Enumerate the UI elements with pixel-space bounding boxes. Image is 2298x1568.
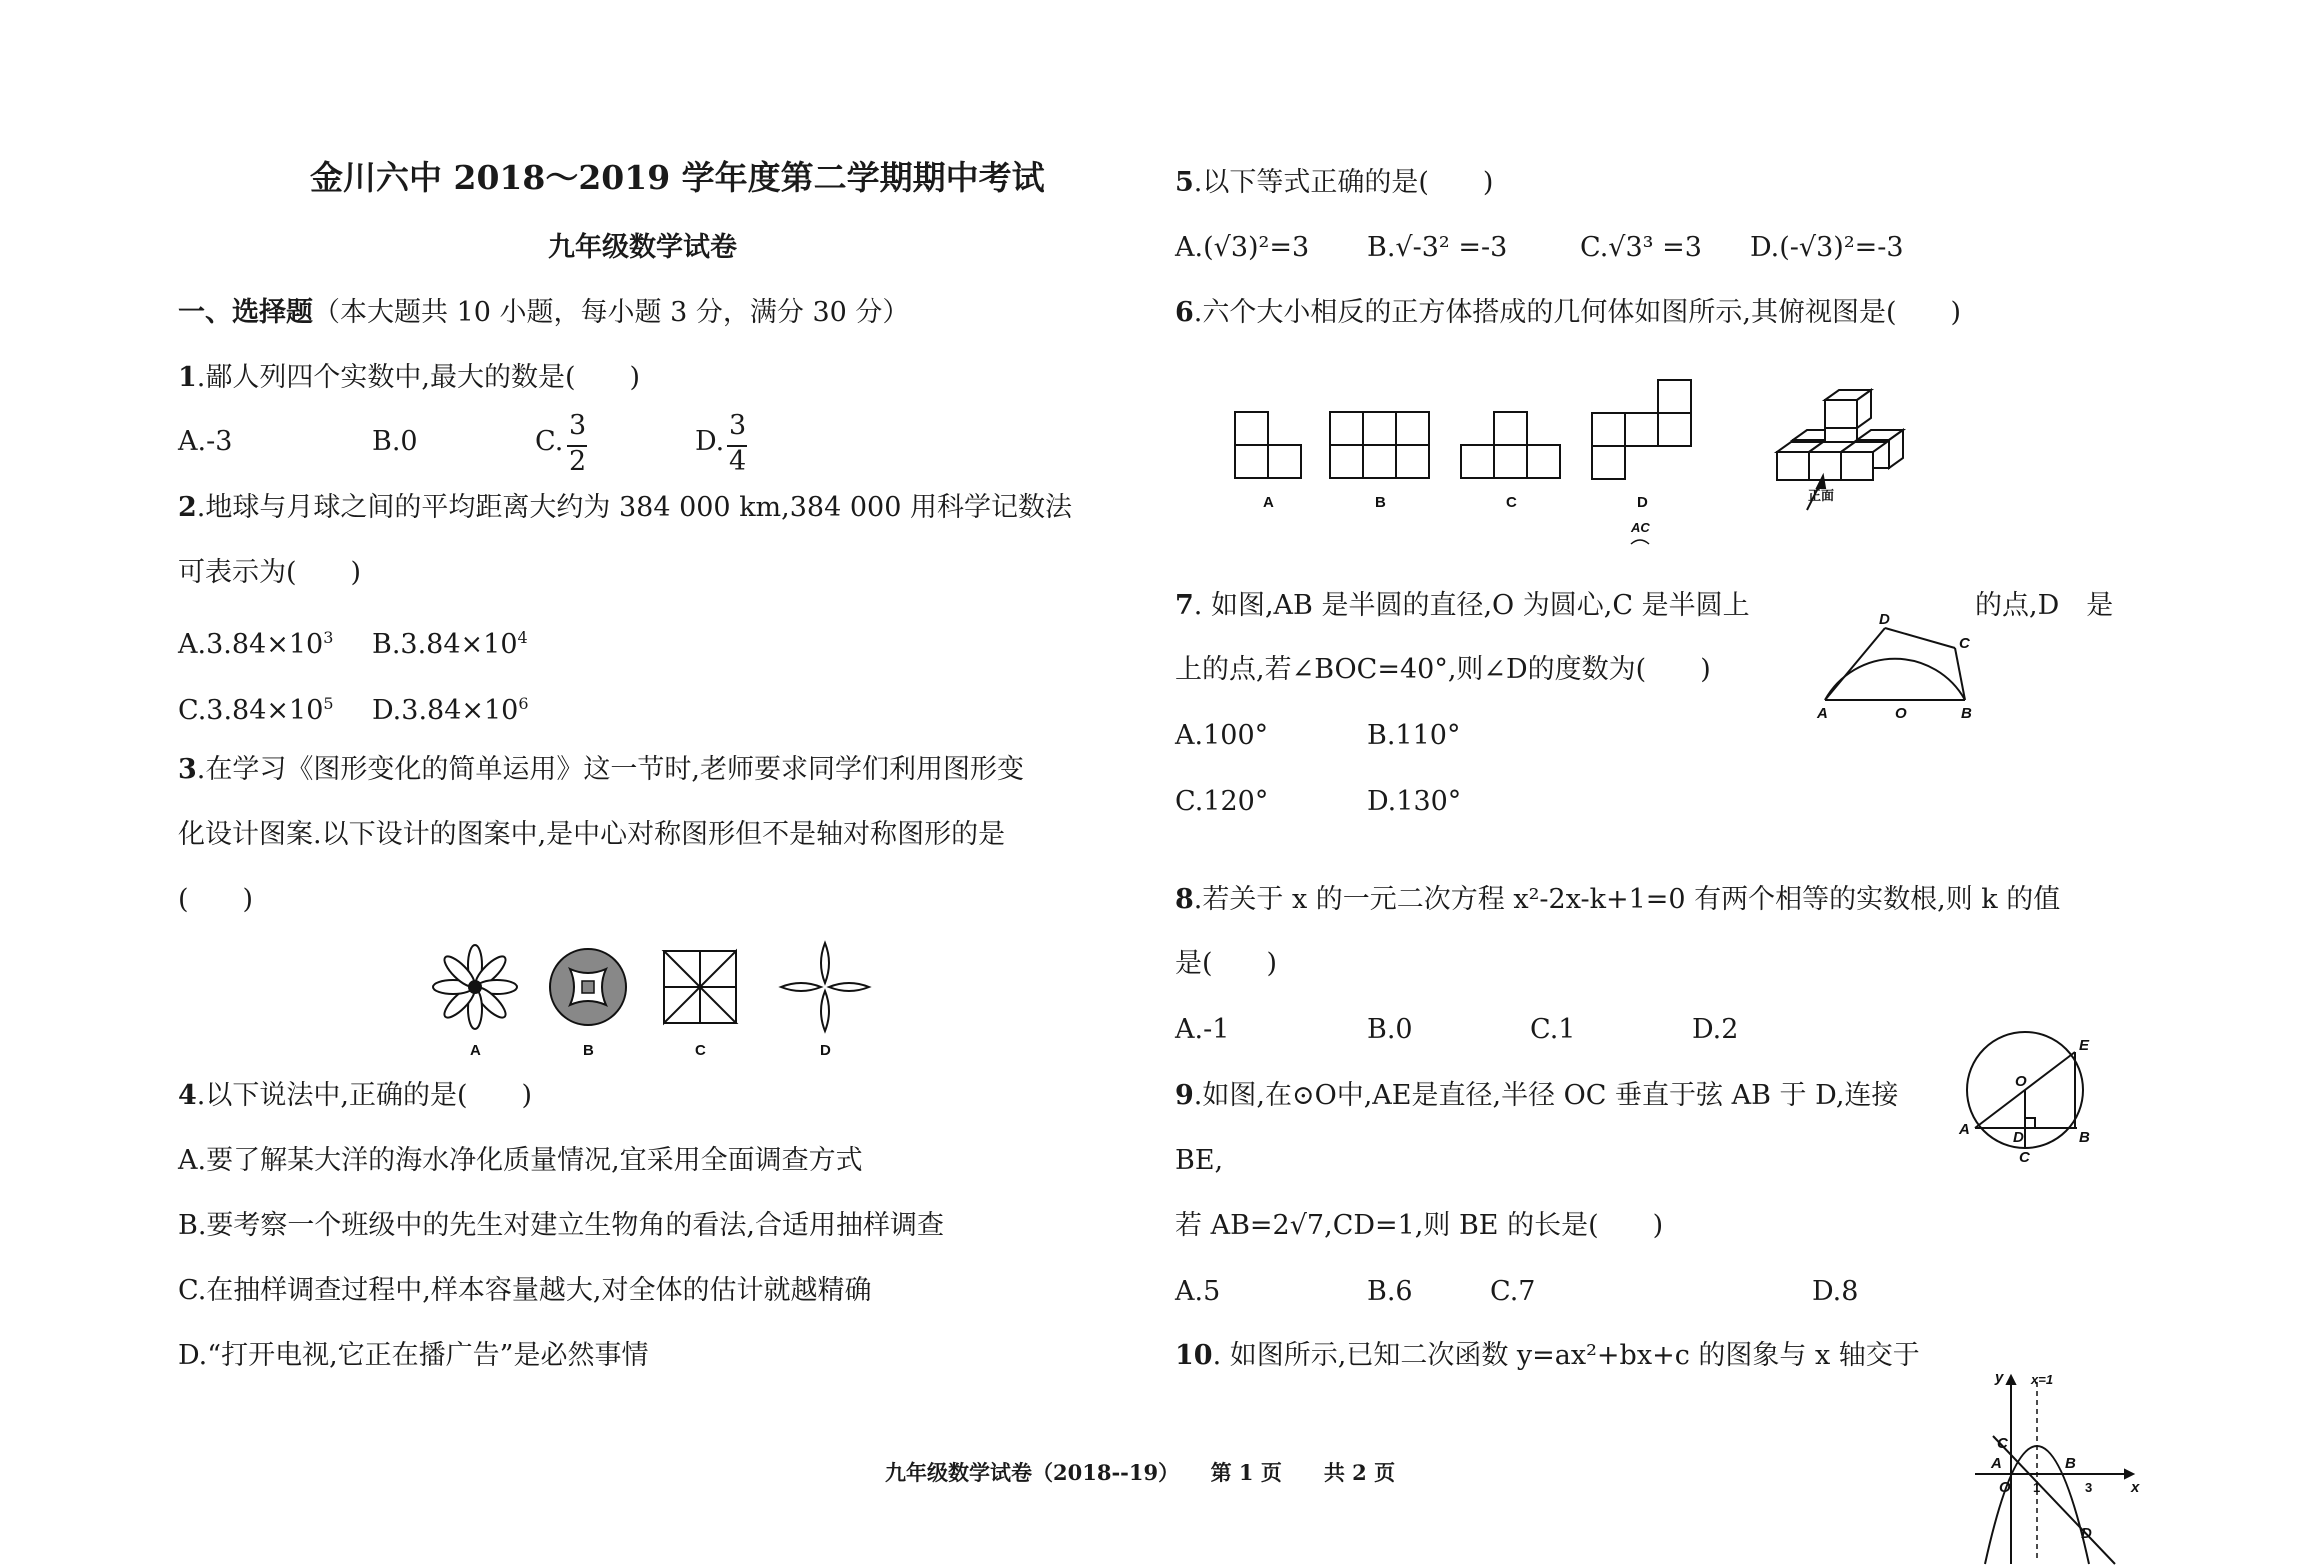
exponent: 4 <box>517 628 528 647</box>
question-8-line2: 是( ) <box>1175 948 1278 979</box>
question-number: 3 <box>178 754 197 785</box>
question-text: . 如图所示,已知二次函数 y=ax²+bx+c 的图象与 x 轴交于 <box>1212 1340 1920 1371</box>
question-9-line2: BE, <box>1175 1145 1224 1176</box>
q7-option-b: B.110° <box>1367 720 1461 751</box>
question-text: .以下等式正确的是( ) <box>1193 167 1494 198</box>
point-d: D <box>1879 611 1890 628</box>
section-heading-label: 一、选择题 <box>178 297 313 328</box>
pattern-label-a: A <box>470 1042 481 1059</box>
question-2 <box>178 490 1072 526</box>
arc-symbol <box>1631 540 1649 544</box>
point-c: C <box>1959 635 1970 652</box>
point-d: D <box>2081 1525 2092 1542</box>
origin-o: O <box>1999 1479 2011 1496</box>
q4-option-c: C.在抽样调查过程中,样本容量越大,对全体的估计就越精确 <box>178 1275 872 1306</box>
q9-option-a: A.5 <box>1175 1276 1221 1307</box>
q3-figures <box>430 940 890 1060</box>
question-2-line2: 可表示为( ) <box>178 557 362 588</box>
point-b: B <box>2079 1129 2090 1146</box>
question-number: 2 <box>178 492 197 523</box>
q5-option-b: B.√-3² =-3 <box>1367 232 1508 263</box>
q4-option-a: A.要了解某大洋的海水净化质量情况,宜采用全面调查方式 <box>178 1145 863 1176</box>
q1-option-a: A.-3 <box>178 426 233 457</box>
question-number: 4 <box>178 1080 197 1111</box>
question-number: 10 <box>1175 1340 1213 1371</box>
point-c: C <box>1997 1435 2008 1452</box>
q10-parabola-svg <box>1965 1368 2145 1564</box>
question-number: 1 <box>178 362 197 393</box>
option-label: D. <box>695 426 725 457</box>
option-label: C. <box>535 426 564 457</box>
exponent: 5 <box>323 694 334 713</box>
question-3 <box>178 752 1024 788</box>
page-subtitle: 九年级数学试卷 <box>548 232 737 263</box>
question-text: .若关于 x 的一元二次方程 x²-2x-k+1=0 有两个相等的实数根,则 k 的值 <box>1193 884 2061 915</box>
option-text: B.3.84×10 <box>372 629 518 660</box>
q5-option-a: A.(√3)²=3 <box>1175 232 1310 263</box>
solid-3d <box>1777 390 1903 480</box>
question-number: 9 <box>1175 1080 1194 1111</box>
point-a: A <box>1991 1455 2002 1472</box>
q9-option-c: C.7 <box>1490 1276 1536 1307</box>
question-7 <box>1175 588 1750 624</box>
option-text: D.3.84×10 <box>372 695 519 726</box>
page-title: 金川六中 2018～2019 学年度第二学期期中考试 <box>310 158 1045 197</box>
q2-option-d <box>372 686 529 729</box>
question-9-line3: 若 AB=2√7,CD=1,则 BE 的长是( ) <box>1175 1210 1664 1241</box>
view-label-b: B <box>1375 494 1386 511</box>
q7-semicircle-svg <box>1815 612 1995 722</box>
fraction-denominator: 4 <box>729 446 747 477</box>
question-7-line2: 上的点,若∠BOC=40°,则∠D的度数为( ) <box>1175 654 1711 685</box>
front-label: 正面 <box>1808 488 1835 503</box>
q4-option-d: D.“打开电视,它正在播广告”是必然事情 <box>178 1340 649 1371</box>
exponent: 6 <box>518 694 529 713</box>
q9-option-d: D.8 <box>1812 1276 1859 1307</box>
question-8 <box>1175 882 2060 918</box>
axis-y-label: y <box>1995 1369 2004 1386</box>
view-b <box>1330 412 1429 478</box>
q6-figures <box>1225 372 1925 552</box>
q8-option-d: D.2 <box>1692 1014 1739 1045</box>
fraction-numerator: 3 <box>729 410 747 441</box>
q2-option-b <box>372 620 528 663</box>
fraction-denominator: 2 <box>569 446 587 477</box>
q8-option-a: A.-1 <box>1175 1014 1230 1045</box>
q3-patterns-svg <box>430 940 890 1060</box>
q8-option-b: B.0 <box>1367 1014 1413 1045</box>
q9-circle-svg <box>1955 1030 2105 1165</box>
question-text: .在学习《图形变化的简单运用》这一节时,老师要求同学们利用图形变 <box>196 754 1024 785</box>
question-6 <box>1175 295 1961 331</box>
question-number: 8 <box>1175 884 1194 915</box>
view-a <box>1235 412 1301 478</box>
point-a: A <box>1959 1121 1970 1138</box>
q7-option-d: D.130° <box>1367 786 1462 817</box>
q4-option-b: B.要考察一个班级中的先生对建立生物角的看法,合适用抽样调查 <box>178 1210 945 1241</box>
point-o: O <box>1895 705 1907 722</box>
fraction-numerator: 3 <box>569 410 587 441</box>
tick-3: 3 <box>2085 1480 2093 1495</box>
pattern-c-pinwheel <box>664 951 736 1023</box>
question-text: . 如图,AB 是半圆的直径,O 为圆心,C 是半圆上 <box>1193 590 1750 621</box>
question-3-line3: ( ) <box>178 884 254 915</box>
tick-1: 1 <box>2033 1480 2041 1495</box>
question-3-line2: 化设计图案.以下设计的图案中,是中心对称图形但不是轴对称图形的是 <box>178 819 1006 850</box>
question-text: .地球与月球之间的平均距离大约为 384 000 km,384 000 用科学记数法 <box>196 492 1072 523</box>
question-10 <box>1175 1338 1920 1374</box>
question-text: .鄙人列四个实数中,最大的数是( ) <box>196 362 641 393</box>
question-1 <box>178 360 640 396</box>
point-b: B <box>2065 1455 2076 1472</box>
q2-option-a <box>178 620 333 663</box>
q5-option-c: C.√3³ =3 <box>1580 232 1702 263</box>
q1-option-b: B.0 <box>372 426 418 457</box>
view-label-c: C <box>1506 494 1517 511</box>
q10-figure <box>1965 1368 2145 1564</box>
point-c: C <box>2019 1149 2030 1166</box>
pattern-label-c: C <box>695 1042 706 1059</box>
exponent: 3 <box>323 628 334 647</box>
question-number: 7 <box>1175 590 1194 621</box>
q9-option-b: B.6 <box>1367 1276 1413 1307</box>
section-heading <box>178 295 909 331</box>
question-text: .六个大小相反的正方体搭成的几何体如图所示,其俯视图是( ) <box>1193 297 1962 328</box>
pattern-label-d: D <box>820 1042 831 1059</box>
point-o: O <box>2015 1073 2027 1090</box>
point-a: A <box>1817 705 1828 722</box>
pattern-label-b: B <box>583 1042 594 1059</box>
question-text: .如图,在⊙O中,AE是直径,半径 OC 垂直于弦 AB 于 D,连接 <box>1193 1080 1899 1111</box>
q9-figure <box>1955 1030 2105 1165</box>
option-text: A.3.84×10 <box>178 629 324 660</box>
q7-figure <box>1815 612 1995 722</box>
question-5 <box>1175 165 1493 201</box>
question-number: 5 <box>1175 167 1194 198</box>
question-7-line1-end: 的点,D 是 <box>1975 590 2114 621</box>
view-label-d: D <box>1637 494 1648 511</box>
view-label-a: A <box>1263 494 1274 511</box>
point-e: E <box>2079 1037 2090 1054</box>
axis-x-label: x <box>2131 1479 2140 1496</box>
symmetry-axis-label: x=1 <box>2031 1372 2054 1387</box>
arc-ac-label: AC <box>1631 520 1650 535</box>
view-c <box>1461 412 1560 478</box>
q7-option-a: A.100° <box>1175 720 1269 751</box>
point-d: D <box>2013 1129 2024 1146</box>
q2-option-c <box>178 686 334 729</box>
pattern-d-leaves <box>781 943 869 1031</box>
q5-option-d: D.(-√3)²=-3 <box>1750 232 1904 263</box>
q6-views-svg <box>1225 372 1925 552</box>
section-heading-note: （本大题共 10 小题，每小题 3 分，满分 30 分） <box>313 297 910 328</box>
q8-option-c: C.1 <box>1530 1014 1576 1045</box>
point-b: B <box>1961 705 1972 722</box>
pattern-a-flower <box>433 945 517 1029</box>
question-number: 6 <box>1175 297 1194 328</box>
pattern-b-coin <box>550 949 626 1025</box>
question-9 <box>1175 1078 1898 1114</box>
question-text: .以下说法中,正确的是( ) <box>196 1080 533 1111</box>
page-footer: 九年级数学试卷（2018--19） 第 1 页 共 2 页 <box>885 1460 1396 1485</box>
q7-option-c: C.120° <box>1175 786 1269 817</box>
question-4 <box>178 1078 532 1114</box>
view-d <box>1592 380 1691 479</box>
option-text: C.3.84×10 <box>178 695 324 726</box>
